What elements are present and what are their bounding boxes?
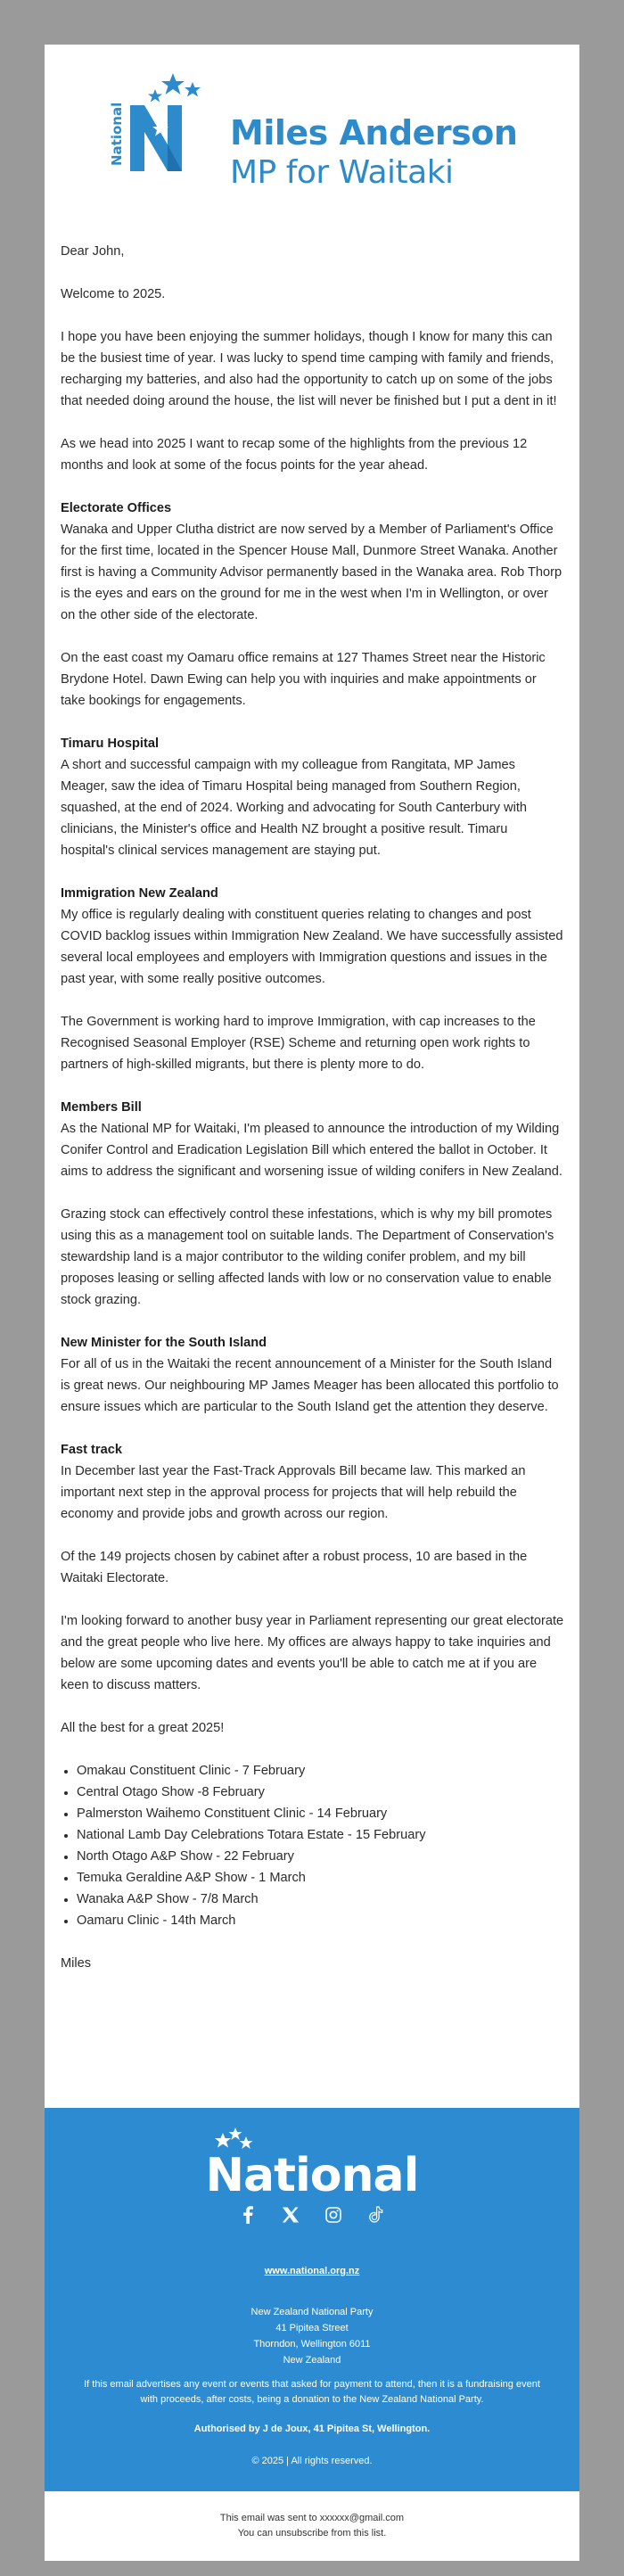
closing-paragraph: I'm looking forward to another busy year in Parliament representing our great electorate and the great people who live here. My offices are always happy to take inquiries and below are some upcoming dates and events you'll be able to catch me at if you are keen to discuss matters. xyxy=(61,1614,564,1692)
electorate-section xyxy=(61,498,564,626)
national-logo xyxy=(45,2127,579,2202)
section-text: My office is regularly dealing with constituent queries relating to changes and post COVID backlog issues within Immigration New Zealand. We have successfully assisted several local employees and employers with Immigration questions and issues in the past year, with some really positive outcomes. xyxy=(61,908,563,986)
mp-logo xyxy=(105,70,524,191)
address-line: Thorndon, Wellington 6011 xyxy=(253,2339,371,2350)
immigration-section xyxy=(61,883,564,990)
best-wishes: All the best for a great 2025! xyxy=(61,1721,225,1735)
list-item: • Central Otago Show -8 February xyxy=(77,1782,564,1803)
facebook-icon[interactable] xyxy=(235,2202,260,2227)
section-heading: Members Bill xyxy=(61,1100,142,1115)
fast-track-section xyxy=(61,1439,564,1525)
address-line: 41 Pipitea Street xyxy=(275,2323,349,2333)
events-list xyxy=(61,1760,564,1931)
section-heading: Electorate Offices xyxy=(61,501,172,515)
national-n-star-icon xyxy=(105,70,221,185)
fast-track-paragraph-2: Of the 149 projects chosen by cabinet after a robust process, 10 are based in the Waitaki Electorate. xyxy=(61,1550,528,1585)
list-item: • Palmerston Waihemo Constituent Clinic - 14 February xyxy=(77,1803,564,1824)
section-heading: Immigration New Zealand xyxy=(61,886,218,901)
x-icon[interactable] xyxy=(278,2202,303,2227)
authorised-statement: Authorised by J de Joux, 41 Pipitea St, Wellington. xyxy=(193,2424,431,2434)
greeting: Dear John, xyxy=(61,244,125,259)
section-text: For all of us in the Waitaki the recent announcement of a Minister for the South Island is great news. Our neighbouring MP James Meager has been allocated this portfolio to ensure issues which are particular to the South Island get the attention they deserve. xyxy=(61,1357,559,1414)
timaru-section xyxy=(61,733,564,861)
sent-to-text: This email was sent to xxxxxx@gmail.com xyxy=(219,2513,405,2523)
section-heading: Fast track xyxy=(61,1443,122,1457)
immigration-paragraph-2: The Government is working hard to improve Immigration, with cap increases to the Recognised Seasonal Employer (RSE) Scheme and returning open work rights to partners of high-skilled migrants, but there is plenty more to do. xyxy=(61,1015,536,1072)
welcome-line: Welcome to 2025. xyxy=(61,287,166,301)
list-item: • Wanaka A&P Show - 7/8 March xyxy=(77,1889,564,1910)
star-icon xyxy=(161,73,185,95)
address-line: New Zealand xyxy=(283,2355,341,2366)
electorate-paragraph-2: On the east coast my Oamaru office remains at 127 Thames Street near the Historic Brydone Hotel. Dawn Ewing can help you with inquiries and make appointments or take bookings for engagements. xyxy=(61,651,546,708)
website-link[interactable]: www.national.org.nz xyxy=(264,2266,360,2276)
national-wordmark: National xyxy=(205,2149,419,2202)
star-icon xyxy=(185,82,201,97)
letter-card xyxy=(45,45,579,2108)
members-bill-paragraph-2: Grazing stock can effectively control these infestations, which is why my bill promotes using this as a management tool on suitable lands. The Department of Conservation's stewardship land is a major contributor to the wilding conifer problem, and my bill proposes leasing or selling affected lands with low or no conservation value to enable stock grazing. xyxy=(61,1207,554,1307)
section-text: In December last year the Fast-Track Approvals Bill became law. This marked an important next step in the approval process for projects that will help rebuild the economy and provide jobs and growth across our region. xyxy=(61,1464,526,1521)
members-bill-section xyxy=(61,1097,564,1182)
social-links xyxy=(45,2202,579,2227)
star-icon xyxy=(148,89,162,103)
letter-body xyxy=(61,241,564,1996)
list-item: • Oamaru Clinic - 14th March xyxy=(77,1910,564,1931)
section-text: Wanaka and Upper Clutha district are now served by a Member of Parliament's Office for the first time, located in the Spencer House Mall, Dunmore Street Wanaka. Another first is having a Community Advisor permanently based in the Wanaka area. Rob Thorp is the eyes and ears on the ground for me in the west when I'm in Wellington, or over on the other side of the electorate. xyxy=(61,523,562,622)
list-item: • Temuka Geraldine A&P Show - 1 March xyxy=(77,1867,564,1889)
recap-paragraph: As we head into 2025 I want to recap some of the highlights from the previous 12 months and look at some of the focus points for the year ahead. xyxy=(61,437,528,473)
party-address xyxy=(45,2304,579,2368)
section-text: As the National MP for Waitaki, I'm pleased to announce the introduction of my Wilding Conifer Control and Eradication Legislation Bill which entered the ballot in October. It aims to address the significant and worsening issue of wilding conifers in New Zealand. xyxy=(61,1122,562,1179)
minister-section xyxy=(61,1332,564,1418)
list-item: • North Otago A&P Show - 22 February xyxy=(77,1846,564,1867)
instagram-icon[interactable] xyxy=(321,2202,346,2227)
logo-vertical-word: National xyxy=(109,102,125,166)
section-heading: Timaru Hospital xyxy=(61,737,160,751)
tiktok-icon[interactable] xyxy=(364,2202,389,2227)
fundraising-note: If this email advertises any event or events that asked for payment to attend, then it is a fundraising event with proceeds, after costs, being a donation to the New Zealand National Party. xyxy=(84,2379,540,2405)
footer xyxy=(45,2108,579,2491)
list-item: • National Lamb Day Celebrations Totara Estate - 15 February xyxy=(77,1824,564,1846)
section-heading: New Minister for the South Island xyxy=(61,1336,267,1350)
email-notice xyxy=(45,2491,579,2561)
signoff: Miles xyxy=(61,1956,92,1971)
mp-title: MP for Waitaki xyxy=(230,154,454,191)
copyright: © 2025 | All rights reserved. xyxy=(251,2456,373,2466)
email-container xyxy=(45,45,579,2561)
mp-name: Miles Anderson xyxy=(230,113,518,152)
unsubscribe-link[interactable]: You can unsubscribe from this list. xyxy=(237,2528,387,2539)
address-line: New Zealand National Party xyxy=(250,2307,374,2317)
section-text: A short and successful campaign with my colleague from Rangitata, MP James Meager, saw the idea of Timaru Hospital being managed from Southern Region, squashed, at the end of 2024. Working and advocating for South Canterbury with clinicians, the Minister's office and Health NZ brought a positive result. Timaru hospital's clinical services management are staying put. xyxy=(61,758,528,858)
intro-paragraph: I hope you have been enjoying the summer holidays, though I know for many this can be the busiest time of year. I was lucky to spend time camping with family and friends, recharging my batteries, and also had the opportunity to catch up on some of the jobs that needed doing around the house, the list will never be finished but I put a dent in it! xyxy=(61,330,557,408)
list-item: • Omakau Constituent Clinic - 7 February xyxy=(77,1760,564,1782)
